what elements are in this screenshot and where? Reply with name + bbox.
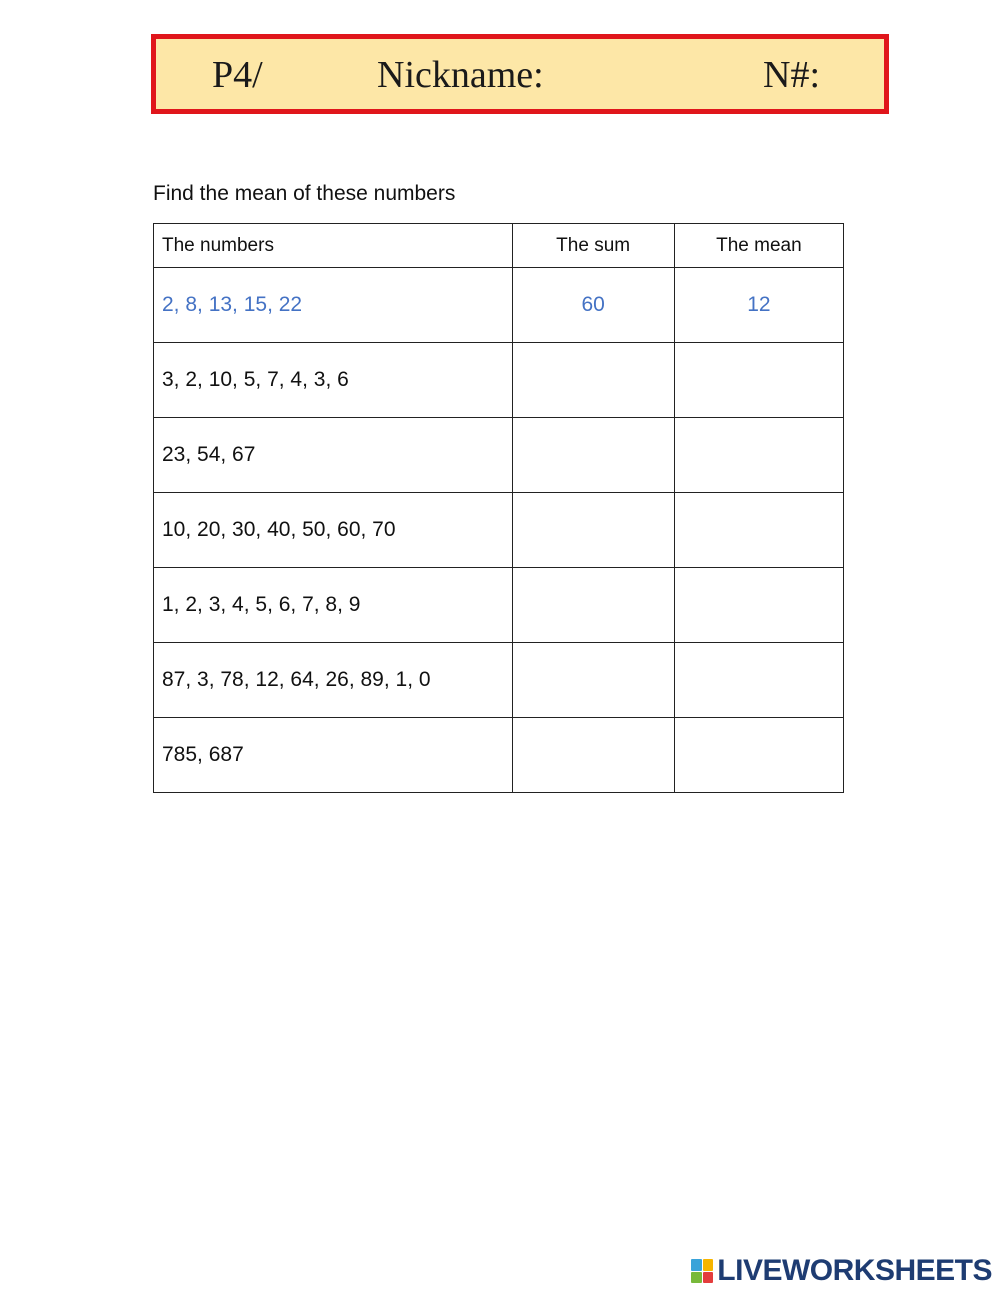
mean-worksheet-table — [153, 223, 844, 793]
example-row — [154, 268, 844, 343]
student-number-label: N#: — [763, 54, 820, 96]
example-numbers: 2, 8, 13, 15, 22 — [154, 268, 513, 343]
sum-answer-field[interactable] — [512, 643, 674, 718]
sum-answer-field[interactable] — [512, 568, 674, 643]
header-mean: The mean — [674, 224, 843, 268]
numbers-cell: 785, 687 — [154, 718, 513, 793]
header-numbers: The numbers — [154, 224, 513, 268]
nickname-label: Nickname: — [377, 54, 544, 96]
table-row — [154, 343, 844, 418]
mean-answer-field[interactable] — [674, 418, 843, 493]
mean-answer-field[interactable] — [674, 643, 843, 718]
logo-wordmark: LIVEWORKSHEETS — [717, 1254, 992, 1287]
instruction-text: Find the mean of these numbers — [153, 182, 456, 205]
liveworksheets-logo-icon — [691, 1259, 713, 1283]
numbers-cell: 1, 2, 3, 4, 5, 6, 7, 8, 9 — [154, 568, 513, 643]
numbers-cell: 10, 20, 30, 40, 50, 60, 70 — [154, 493, 513, 568]
table-header-row — [154, 224, 844, 268]
mean-answer-field[interactable] — [674, 568, 843, 643]
class-label: P4/ — [212, 54, 263, 96]
example-sum: 60 — [512, 268, 674, 343]
liveworksheets-logo — [691, 1254, 992, 1288]
header-sum: The sum — [512, 224, 674, 268]
table-row — [154, 568, 844, 643]
sum-answer-field[interactable] — [512, 718, 674, 793]
numbers-cell: 87, 3, 78, 12, 64, 26, 89, 1, 0 — [154, 643, 513, 718]
numbers-cell: 3, 2, 10, 5, 7, 4, 3, 6 — [154, 343, 513, 418]
mean-answer-field[interactable] — [674, 493, 843, 568]
mean-answer-field[interactable] — [674, 343, 843, 418]
sum-answer-field[interactable] — [512, 418, 674, 493]
example-mean: 12 — [674, 268, 843, 343]
student-info-header — [151, 34, 889, 114]
table-row — [154, 493, 844, 568]
sum-answer-field[interactable] — [512, 493, 674, 568]
table-row — [154, 418, 844, 493]
table-row — [154, 643, 844, 718]
sum-answer-field[interactable] — [512, 343, 674, 418]
numbers-cell: 23, 54, 67 — [154, 418, 513, 493]
mean-answer-field[interactable] — [674, 718, 843, 793]
table-row — [154, 718, 844, 793]
